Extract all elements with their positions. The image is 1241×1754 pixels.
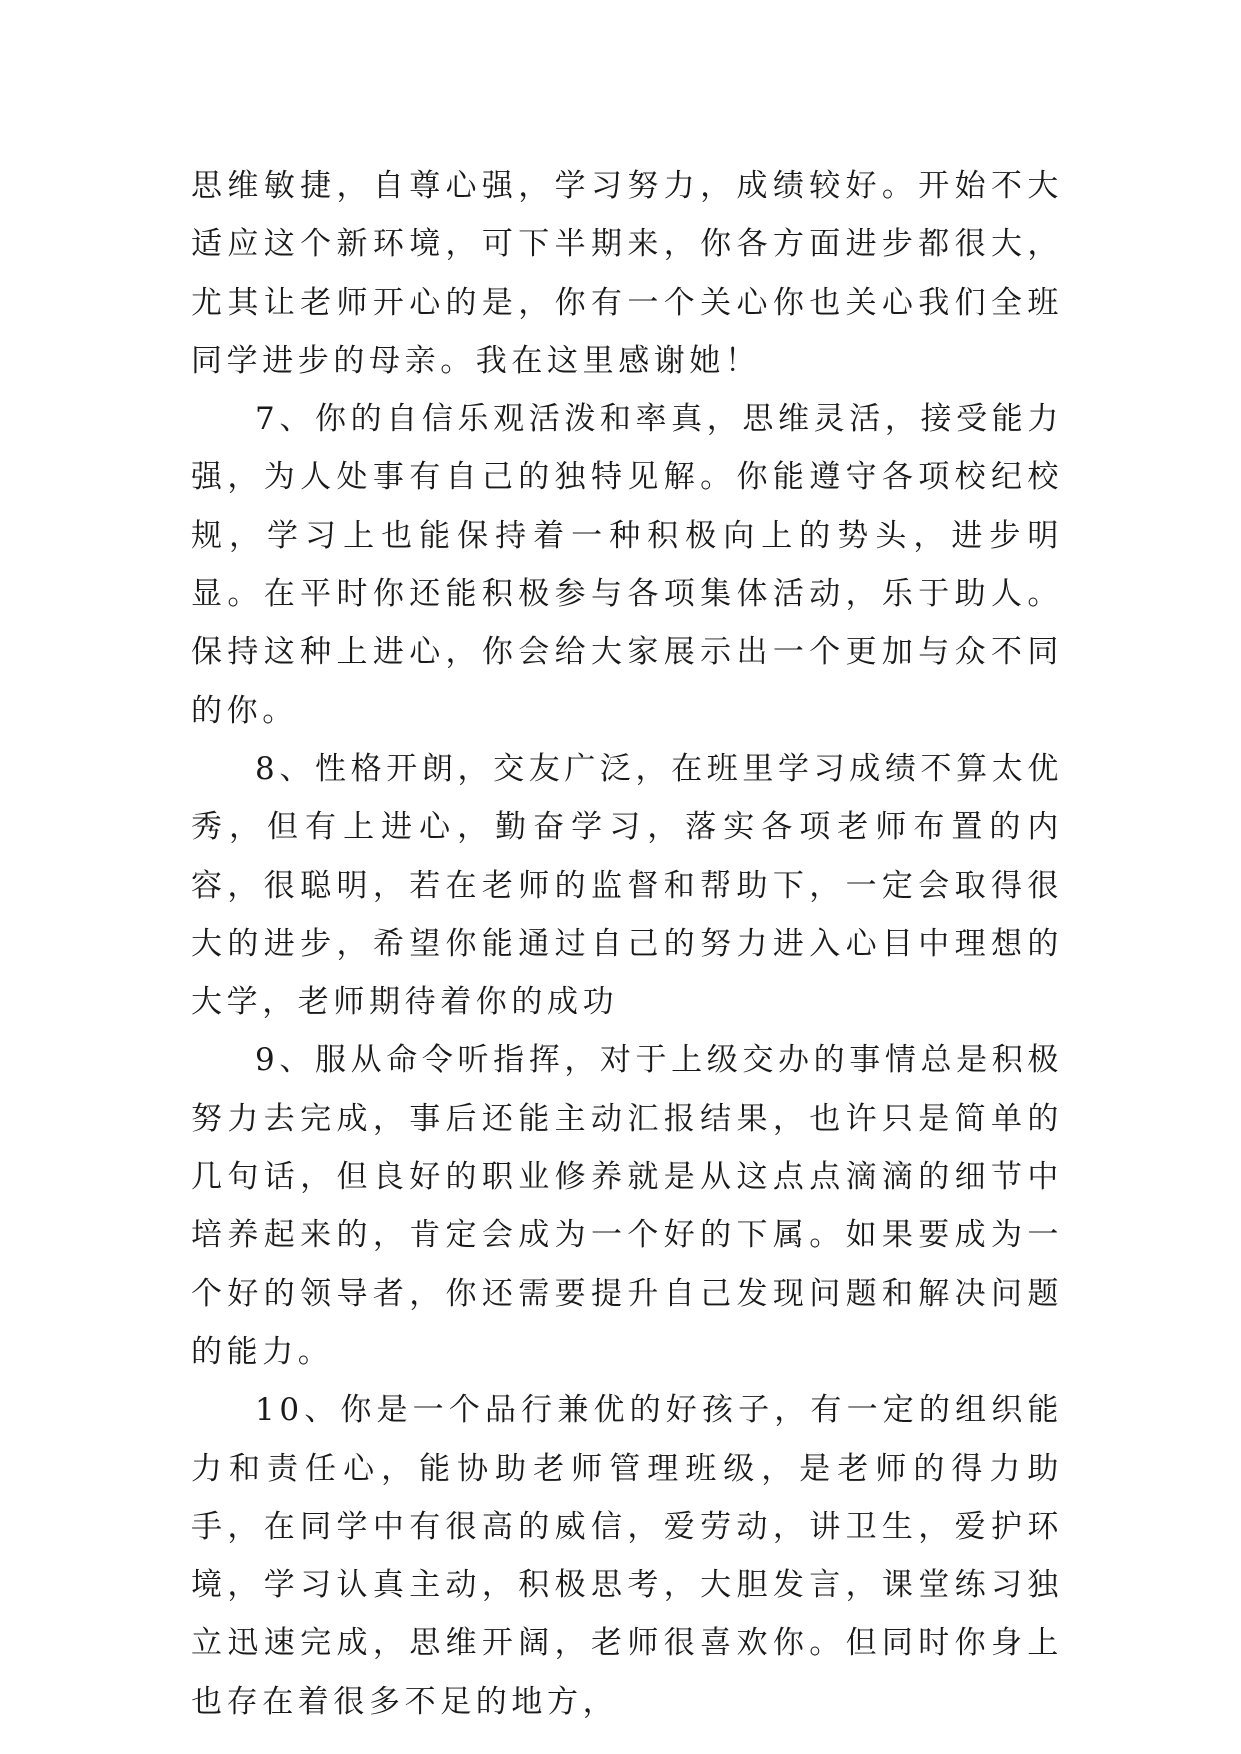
document-body <box>191 157 1063 1731</box>
paragraph-9: 9、服从命令听指挥，对于上级交办的事情总是积极努力去完成，事后还能主动汇报结果，也许只是简单的几句话，但良好的职业修养就是从这点点滴滴的细节中培养起来的，肯定会成为一个好的下属。如果要成为一个好的领导者，你还需要提升自己发现问题和解决问题的能力。 <box>191 1042 1063 1370</box>
paragraph-8: 8、性格开朗，交友广泛，在班里学习成绩不算太优秀，但有上进心，勤奋学习，落实各项老师布置的内容，很聪明，若在老师的监督和帮助下，一定会取得很大的进步，希望你能通过自己的努力进入心目中理想的大学，老师期待着你的成功 <box>191 750 1063 1021</box>
paragraph-7: 7、你的自信乐观活泼和率真，思维灵活，接受能力强，为人处事有自己的独特见解。你能遵守各项校纪校规，学习上也能保持着一种积极向上的势头，进步明显。在平时你还能积极参与各项集体活动，乐于助人。保持这种上进心，你会给大家展示出一个更加与众不同的你。 <box>191 401 1063 729</box>
paragraph-continued: 思维敏捷，自尊心强，学习努力，成绩较好。开始不大适应这个新环境，可下半期来，你各方面进步都很大，尤其让老师开心的是，你有一个关心你也关心我们全班同学进步的母亲。我在这里感谢她！ <box>191 168 1063 379</box>
paragraph-10: 10、你是一个品行兼优的好孩子，有一定的组织能力和责任心，能协助老师管理班级，是老师的得力助手，在同学中有很高的威信，爱劳动，讲卫生，爱护环境，学习认真主动，积极思考，大胆发言，课堂练习独立迅速完成，思维开阔，老师很喜欢你。但同时你身上也存在着很多不足的地方， <box>191 1392 1063 1720</box>
